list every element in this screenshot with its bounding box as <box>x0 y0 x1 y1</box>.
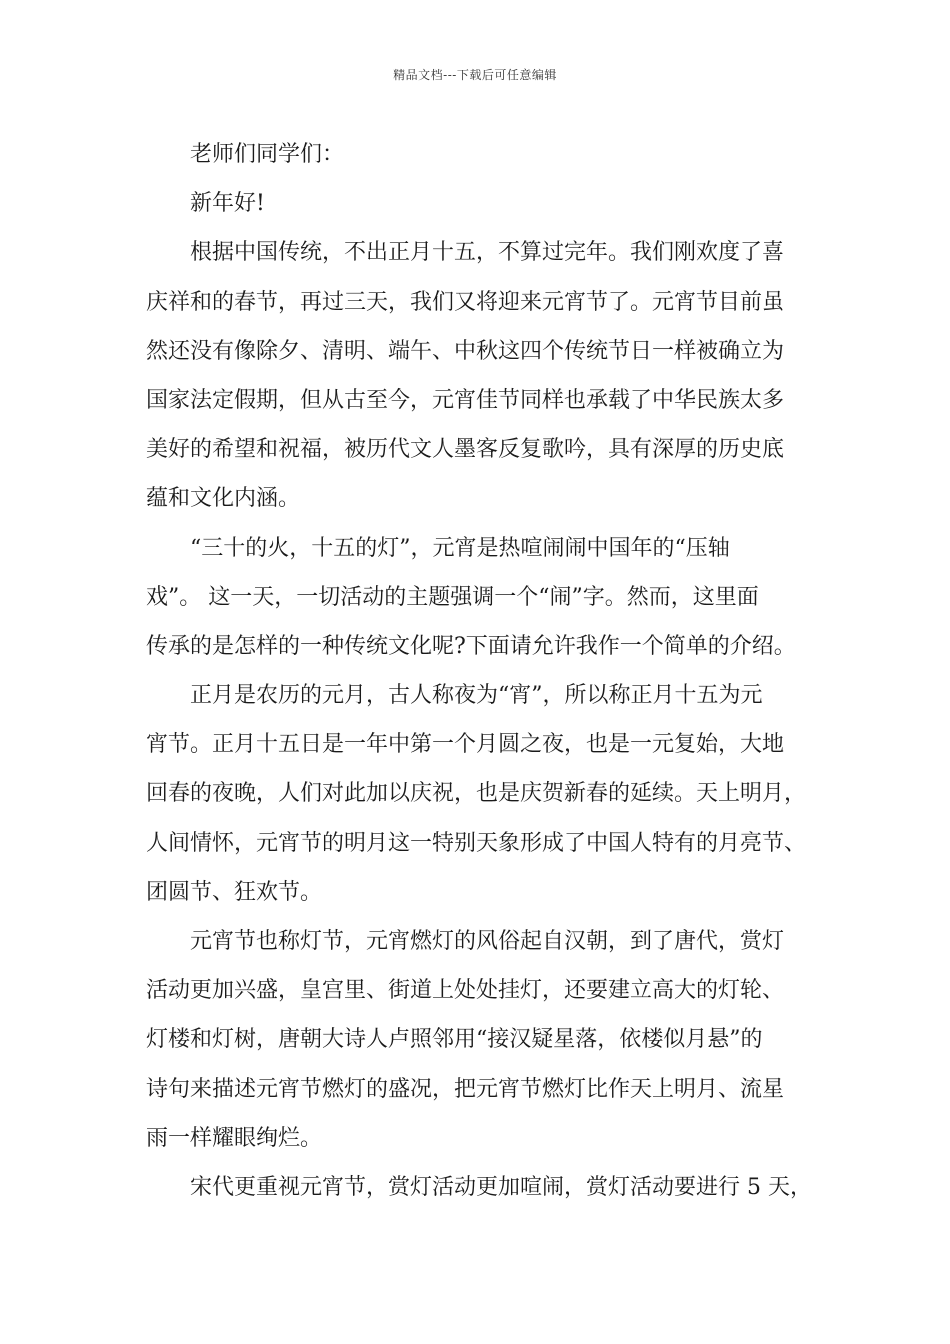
text-line: “三十的火，十五的灯”，元宵是热喧闹闹中国年的“压轴 <box>190 535 730 561</box>
text-line: 蕴和文化内涵。 <box>146 486 301 512</box>
text-line: 新年好! <box>190 191 265 217</box>
text-line: 戏”。 这一天，一切活动的主题强调一个“闹”字。然而，这里面 <box>146 584 759 610</box>
text-line: 雨一样耀眼绚烂。 <box>146 1125 323 1151</box>
text-line: 美好的希望和祝福，被历代文人墨客反复歌吟，具有深厚的历史底 <box>146 437 785 463</box>
page-header: 精品文档---下载后可任意编辑 <box>393 68 557 82</box>
text-line: 活动更加兴盛，皇宫里、街道上处处挂灯，还要建立高大的灯轮、 <box>146 978 785 1004</box>
text-line: 团圆节、狂欢节。 <box>146 879 323 905</box>
text-line: 正月是农历的元月，古人称夜为“宵”，所以称正月十五为元 <box>190 683 763 709</box>
text-line: 人间情怀，元宵节的明月这一特别天象形成了中国人特有的月亮节、 <box>146 830 807 856</box>
text-line: 传承的是怎样的一种传统文化呢?下面请允许我作一个简单的介绍。 <box>146 633 796 659</box>
text-line: 宋代更重视元宵节，赏灯活动更加喧闹，赏灯活动要进行 5 天， <box>190 1174 812 1200</box>
text-line: 然还没有像除夕、清明、端午、中秋这四个传统节日一样被确立为 <box>146 338 785 364</box>
text-line: 根据中国传统，不出正月十五，不算过完年。我们刚欢度了喜 <box>190 240 785 266</box>
text-line: 灯楼和灯树，唐朝大诗人卢照邻用“接汉疑星落，依楼似月悬”的 <box>146 1027 763 1053</box>
text-line: 回春的夜晚，人们对此加以庆祝，也是庆贺新春的延续。天上明月， <box>146 781 807 807</box>
text-line: 庆祥和的春节，再过三天，我们又将迎来元宵节了。元宵节目前虽 <box>146 289 785 315</box>
text-line: 国家法定假期，但从古至今，元宵佳节同样也承载了中华民族太多 <box>146 387 785 413</box>
text-line: 诗句来描述元宵节燃灯的盛况，把元宵节燃灯比作天上明月、流星 <box>146 1076 785 1102</box>
text-line: 老师们同学们： <box>190 142 345 167</box>
text-line: 宵节。正月十五日是一年中第一个月圆之夜，也是一元复始，大地 <box>146 732 785 758</box>
document-body <box>146 130 826 1212</box>
text-line: 元宵节也称灯节，元宵燃灯的风俗起自汉朝，到了唐代，赏灯 <box>190 929 785 954</box>
